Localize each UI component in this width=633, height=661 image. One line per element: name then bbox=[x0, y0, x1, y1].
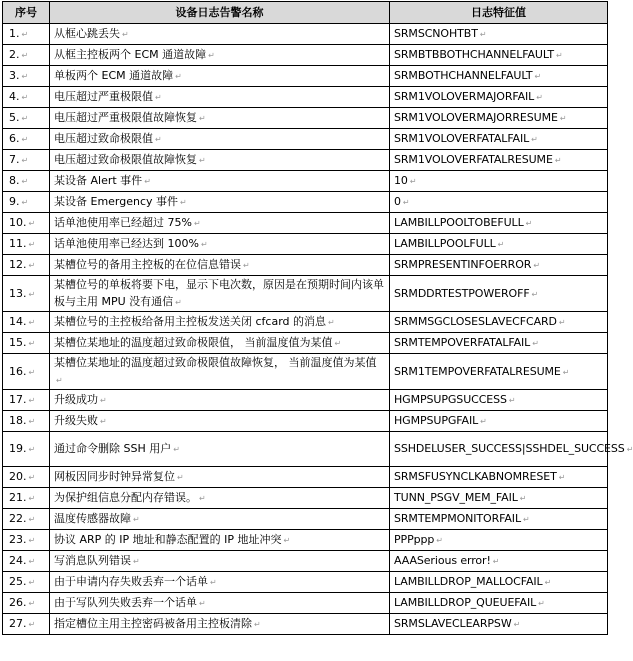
row-seq-text: 13. bbox=[9, 286, 27, 300]
row-seq-text: 9. bbox=[9, 195, 20, 208]
row-code bbox=[390, 333, 608, 354]
paragraph-mark-icon: ↵ bbox=[626, 445, 633, 454]
row-name bbox=[50, 551, 390, 572]
paragraph-mark-icon: ↵ bbox=[21, 93, 29, 102]
paragraph-mark-icon: ↵ bbox=[531, 135, 538, 144]
paragraph-mark-icon: ↵ bbox=[334, 339, 342, 348]
row-code bbox=[390, 87, 608, 108]
row-seq-text: 14. bbox=[9, 315, 27, 328]
row-seq-text: 20. bbox=[9, 470, 27, 483]
row-name bbox=[50, 171, 390, 192]
row-code bbox=[390, 66, 608, 87]
paragraph-mark-icon: ↵ bbox=[522, 515, 530, 524]
row-name-text: 某槽位某地址的温度超过致命极限值故障恢复， 当前温度值为某值 bbox=[54, 356, 377, 369]
row-seq bbox=[3, 129, 50, 150]
row-seq-text: 22. bbox=[9, 512, 27, 525]
paragraph-mark-icon: ↵ bbox=[28, 578, 36, 587]
row-code-text: SRM1VOLOVERFATALRESUME bbox=[394, 153, 553, 166]
paragraph-mark-icon: ↵ bbox=[100, 396, 107, 405]
row-name bbox=[50, 354, 390, 390]
row-seq bbox=[3, 333, 50, 354]
row-seq bbox=[3, 530, 50, 551]
paragraph-mark-icon: ↵ bbox=[21, 135, 29, 144]
row-code-text: HGMPSUPGSUCCESS bbox=[394, 393, 507, 406]
table-row bbox=[3, 87, 608, 108]
table-row bbox=[3, 129, 608, 150]
row-name-text: 话单池使用率已经超过 75% bbox=[54, 216, 192, 229]
row-code bbox=[390, 276, 608, 312]
row-seq-text: 5. bbox=[9, 111, 20, 124]
row-name bbox=[50, 530, 390, 551]
paragraph-mark-icon: ↵ bbox=[122, 30, 129, 39]
row-code-text: LAMBILLPOOLTOBEFULL bbox=[394, 216, 524, 229]
row-seq-text: 21. bbox=[9, 491, 27, 504]
paragraph-mark-icon: ↵ bbox=[155, 135, 162, 144]
row-code bbox=[390, 192, 608, 213]
row-name bbox=[50, 108, 390, 129]
row-code bbox=[390, 24, 608, 45]
paragraph-mark-icon: ↵ bbox=[28, 557, 36, 566]
paragraph-mark-icon: ↵ bbox=[21, 156, 29, 165]
row-seq-text: 1. bbox=[9, 27, 20, 40]
row-code-text: SRM1TEMPOVERFATALRESUME bbox=[394, 364, 561, 378]
row-code-text: LAMBILLDROP_MALLOCFAIL bbox=[394, 575, 543, 588]
paragraph-mark-icon: ↵ bbox=[508, 396, 516, 405]
row-name-text: 升级成功 bbox=[54, 393, 98, 406]
paragraph-mark-icon: ↵ bbox=[559, 114, 567, 123]
table-row bbox=[3, 333, 608, 354]
row-code bbox=[390, 354, 608, 390]
row-seq bbox=[3, 614, 50, 635]
row-code bbox=[390, 150, 608, 171]
row-name-text: 指定槽位主用主控密码被备用主控板清除 bbox=[54, 617, 252, 630]
paragraph-mark-icon: ↵ bbox=[21, 72, 29, 81]
table-row bbox=[3, 509, 608, 530]
row-name-text: 从框主控板两个 ECM 通道故障 bbox=[54, 48, 207, 61]
row-name bbox=[50, 509, 390, 530]
table-row bbox=[3, 66, 608, 87]
table-row bbox=[3, 530, 608, 551]
paragraph-mark-icon: ↵ bbox=[28, 240, 36, 249]
row-code bbox=[390, 45, 608, 66]
row-name bbox=[50, 87, 390, 108]
row-name bbox=[50, 234, 390, 255]
paragraph-mark-icon: ↵ bbox=[409, 177, 417, 186]
row-code-text: LAMBILLDROP_QUEUEFAIL bbox=[394, 596, 537, 609]
row-seq bbox=[3, 572, 50, 593]
row-name bbox=[50, 45, 390, 66]
table-row bbox=[3, 234, 608, 255]
alarm-log-table bbox=[2, 1, 633, 635]
paragraph-mark-icon: ↵ bbox=[328, 318, 335, 327]
paragraph-mark-icon: ↵ bbox=[254, 620, 261, 629]
row-name-text: 写消息队列错误 bbox=[54, 554, 131, 567]
paragraph-mark-icon: ↵ bbox=[283, 536, 291, 545]
table-row bbox=[3, 150, 608, 171]
row-code bbox=[390, 390, 608, 411]
row-name-text: 温度传感器故障 bbox=[54, 512, 131, 525]
row-code-text: SRMSCNOHTBT bbox=[394, 27, 478, 40]
table-row bbox=[3, 488, 608, 509]
row-name-text: 为保护组信息分配内存错误。 bbox=[54, 491, 197, 504]
paragraph-mark-icon: ↵ bbox=[199, 494, 206, 503]
row-seq-text: 2. bbox=[9, 48, 20, 61]
row-seq-text: 7. bbox=[9, 153, 20, 166]
row-code bbox=[390, 234, 608, 255]
row-code bbox=[390, 551, 608, 572]
row-seq-text: 6. bbox=[9, 132, 20, 145]
row-seq bbox=[3, 276, 50, 312]
row-name-text: 话单池使用率已经达到 100% bbox=[54, 237, 199, 250]
paragraph-mark-icon: ↵ bbox=[133, 515, 140, 524]
paragraph-mark-icon: ↵ bbox=[480, 417, 487, 426]
row-seq-text: 18. bbox=[9, 414, 27, 427]
row-seq-text: 27. bbox=[9, 617, 27, 630]
paragraph-mark-icon: ↵ bbox=[28, 494, 36, 503]
table-row bbox=[3, 354, 608, 390]
row-name-text: 通过命令删除 SSH 用户 bbox=[54, 442, 172, 455]
table-row bbox=[3, 390, 608, 411]
table-row bbox=[3, 108, 608, 129]
row-name bbox=[50, 255, 390, 276]
row-name bbox=[50, 276, 390, 312]
row-code bbox=[390, 467, 608, 488]
row-name-text: 某设备 Emergency 事件 bbox=[54, 195, 179, 208]
paragraph-mark-icon: ↵ bbox=[133, 557, 140, 566]
row-code-text: 10 bbox=[394, 174, 408, 187]
paragraph-mark-icon: ↵ bbox=[28, 289, 36, 299]
paragraph-mark-icon: ↵ bbox=[479, 30, 487, 39]
paragraph-mark-icon: ↵ bbox=[534, 72, 542, 81]
row-code-text: SRMTEMPMONITORFAIL bbox=[394, 512, 521, 525]
row-code bbox=[390, 213, 608, 234]
paragraph-mark-icon: ↵ bbox=[175, 298, 182, 307]
row-code bbox=[390, 530, 608, 551]
paragraph-mark-icon: ↵ bbox=[402, 198, 410, 207]
row-name-text: 网板因同步时钟异常复位 bbox=[54, 470, 175, 483]
paragraph-mark-icon: ↵ bbox=[525, 219, 533, 228]
row-seq bbox=[3, 45, 50, 66]
row-seq bbox=[3, 593, 50, 614]
row-name-text: 从框心跳丢失 bbox=[54, 27, 120, 40]
row-seq-text: 4. bbox=[9, 90, 20, 103]
row-name-text: 由于写队列失败丢弃一个话单 bbox=[54, 596, 197, 609]
paragraph-mark-icon: ↵ bbox=[21, 51, 29, 60]
table-row bbox=[3, 432, 608, 467]
row-code-text: AAASerious error! bbox=[394, 554, 491, 567]
paragraph-mark-icon: ↵ bbox=[436, 536, 443, 545]
table-row bbox=[3, 213, 608, 234]
paragraph-mark-icon: ↵ bbox=[21, 198, 29, 207]
row-seq-text: 24. bbox=[9, 554, 27, 567]
paragraph-mark-icon: ↵ bbox=[177, 473, 184, 482]
row-code bbox=[390, 509, 608, 530]
row-seq-text: 17. bbox=[9, 393, 27, 406]
paragraph-mark-icon: ↵ bbox=[28, 473, 36, 482]
row-seq bbox=[3, 108, 50, 129]
row-name bbox=[50, 213, 390, 234]
row-code bbox=[390, 129, 608, 150]
row-name bbox=[50, 411, 390, 432]
row-code-text: SRMTEMPOVERFATALFAIL bbox=[394, 336, 531, 349]
paragraph-mark-icon: ↵ bbox=[562, 367, 570, 377]
paragraph-mark-icon: ↵ bbox=[28, 219, 36, 228]
row-seq-text: 8. bbox=[9, 174, 20, 187]
row-name-text: 协议 ARP 的 IP 地址和静态配置的 IP 地址冲突 bbox=[54, 533, 282, 546]
row-code-text: SRMSFUSYNCLKABNOMRESET bbox=[394, 470, 557, 483]
row-seq-text: 12. bbox=[9, 258, 27, 271]
paragraph-mark-icon: ↵ bbox=[175, 72, 182, 81]
row-seq bbox=[3, 234, 50, 255]
row-seq bbox=[3, 213, 50, 234]
row-seq-text: 25. bbox=[9, 575, 27, 588]
paragraph-mark-icon: ↵ bbox=[28, 261, 36, 270]
paragraph-mark-icon: ↵ bbox=[100, 417, 107, 426]
row-code bbox=[390, 312, 608, 333]
row-seq-text: 26. bbox=[9, 596, 27, 609]
row-seq bbox=[3, 171, 50, 192]
row-seq bbox=[3, 24, 50, 45]
table-row bbox=[3, 411, 608, 432]
paragraph-mark-icon: ↵ bbox=[28, 445, 36, 454]
paragraph-mark-icon: ↵ bbox=[21, 30, 29, 39]
row-code-text: SRMPRESENTINFOERROR bbox=[394, 258, 532, 271]
row-code bbox=[390, 488, 608, 509]
table-row bbox=[3, 255, 608, 276]
row-name-text: 电压超过严重极限值故障恢复 bbox=[54, 111, 197, 124]
row-code-text: SRM1VOLOVERMAJORFAIL bbox=[394, 90, 535, 103]
row-name bbox=[50, 390, 390, 411]
row-code-text: HGMPSUPGFAIL bbox=[394, 414, 479, 427]
paragraph-mark-icon: ↵ bbox=[513, 620, 521, 629]
row-name bbox=[50, 488, 390, 509]
row-code-text: SRMMSGCLOSESLAVECFCARD bbox=[394, 315, 557, 328]
row-code-text: SRMBOTHCHANNELFAULT bbox=[394, 69, 533, 82]
row-seq bbox=[3, 150, 50, 171]
paragraph-mark-icon: ↵ bbox=[56, 376, 63, 385]
table-row bbox=[3, 24, 608, 45]
paragraph-mark-icon: ↵ bbox=[533, 261, 540, 270]
paragraph-mark-icon: ↵ bbox=[497, 240, 505, 249]
table-row bbox=[3, 467, 608, 488]
row-name bbox=[50, 24, 390, 45]
paragraph-mark-icon: ↵ bbox=[28, 318, 36, 327]
row-name-text: 升级失败 bbox=[54, 414, 98, 427]
paragraph-mark-icon: ↵ bbox=[554, 156, 562, 165]
row-seq bbox=[3, 488, 50, 509]
row-name-text: 电压超过严重极限值 bbox=[54, 90, 153, 103]
row-name-text: 某槽位某地址的温度超过致命极限值， 当前温度值为某值 bbox=[54, 336, 333, 349]
paragraph-mark-icon: ↵ bbox=[199, 599, 206, 608]
row-name bbox=[50, 129, 390, 150]
row-name bbox=[50, 572, 390, 593]
paragraph-mark-icon: ↵ bbox=[144, 177, 151, 186]
table-row bbox=[3, 276, 608, 312]
table-row bbox=[3, 572, 608, 593]
row-code bbox=[390, 593, 608, 614]
row-seq-text: 10. bbox=[9, 216, 27, 229]
table-row bbox=[3, 593, 608, 614]
row-code-text: 0 bbox=[394, 195, 401, 208]
row-name bbox=[50, 192, 390, 213]
row-code bbox=[390, 255, 608, 276]
row-code-text: TUNN_PSGV_MEM_FAIL bbox=[394, 491, 518, 504]
row-name bbox=[50, 66, 390, 87]
paragraph-mark-icon: ↵ bbox=[155, 93, 162, 102]
row-code-text: SRM1VOLOVERMAJORRESUME bbox=[394, 111, 558, 124]
paragraph-mark-icon: ↵ bbox=[173, 445, 180, 454]
row-seq bbox=[3, 192, 50, 213]
row-seq bbox=[3, 411, 50, 432]
row-seq-text: 11. bbox=[9, 237, 27, 250]
table-row bbox=[3, 614, 608, 635]
row-name-text: 电压超过致命极限值 bbox=[54, 132, 153, 145]
table-row bbox=[3, 192, 608, 213]
paragraph-mark-icon: ↵ bbox=[555, 51, 563, 60]
row-seq bbox=[3, 87, 50, 108]
table-row bbox=[3, 45, 608, 66]
row-seq bbox=[3, 390, 50, 411]
paragraph-mark-icon: ↵ bbox=[558, 318, 566, 327]
row-code-text: SRMSLAVECLEARPSW bbox=[394, 617, 512, 630]
paragraph-mark-icon: ↵ bbox=[28, 536, 36, 545]
row-name-text: 某槽位号的备用主控板的在位信息错误 bbox=[54, 258, 241, 271]
row-name-text: 某槽位号的单板将要下电，显示下电次数，原因是在预期时间内该单板与主用 MPU 没有通信 bbox=[54, 278, 384, 308]
header-seq: 序号 bbox=[3, 2, 50, 24]
row-code-text: PPPppp bbox=[394, 533, 435, 546]
paragraph-mark-icon: ↵ bbox=[208, 51, 215, 60]
paragraph-mark-icon: ↵ bbox=[199, 156, 206, 165]
paragraph-mark-icon: ↵ bbox=[492, 557, 500, 566]
table-row bbox=[3, 312, 608, 333]
header-name: 设备日志告警名称 bbox=[50, 2, 390, 24]
row-seq-text: 3. bbox=[9, 69, 20, 82]
paragraph-mark-icon: ↵ bbox=[200, 240, 208, 249]
paragraph-mark-icon: ↵ bbox=[21, 177, 29, 186]
table-row bbox=[3, 171, 608, 192]
paragraph-mark-icon: ↵ bbox=[28, 620, 36, 629]
row-seq bbox=[3, 66, 50, 87]
row-name bbox=[50, 467, 390, 488]
paragraph-mark-icon: ↵ bbox=[199, 114, 206, 123]
row-seq-text: 16. bbox=[9, 364, 27, 378]
row-name-text: 某槽位号的主控板给备用主控板发送关闭 cfcard 的消息 bbox=[54, 315, 327, 328]
row-name bbox=[50, 432, 390, 467]
paragraph-mark-icon: ↵ bbox=[532, 339, 539, 348]
row-name-text: 某设备 Alert 事件 bbox=[54, 174, 143, 187]
row-code-text: SRMDDRTESTPOWEROFF bbox=[394, 286, 530, 300]
row-code bbox=[390, 432, 633, 467]
row-seq bbox=[3, 312, 50, 333]
paragraph-mark-icon: ↵ bbox=[243, 261, 250, 270]
row-seq bbox=[3, 551, 50, 572]
paragraph-mark-icon: ↵ bbox=[180, 198, 187, 207]
row-code-text: SRM1VOLOVERFATALFAIL bbox=[394, 132, 530, 145]
row-code-text: LAMBILLPOOLFULL bbox=[394, 237, 496, 250]
paragraph-mark-icon: ↵ bbox=[210, 578, 217, 587]
paragraph-mark-icon: ↵ bbox=[544, 578, 552, 587]
paragraph-mark-icon: ↵ bbox=[21, 114, 29, 123]
row-code bbox=[390, 572, 608, 593]
paragraph-mark-icon: ↵ bbox=[28, 367, 36, 377]
row-name bbox=[50, 333, 390, 354]
paragraph-mark-icon: ↵ bbox=[558, 473, 566, 482]
paragraph-mark-icon: ↵ bbox=[193, 219, 201, 228]
paragraph-mark-icon: ↵ bbox=[538, 599, 545, 608]
row-name-text: 由于申请内存失败丢弃一个话单 bbox=[54, 575, 208, 588]
row-code bbox=[390, 108, 608, 129]
row-name-text: 单板两个 ECM 通道故障 bbox=[54, 69, 174, 82]
table-body bbox=[3, 24, 633, 635]
row-code bbox=[390, 614, 608, 635]
row-seq-text: 23. bbox=[9, 533, 27, 546]
row-code-text: SRMBTBBOTHCHANNELFAULT bbox=[394, 48, 554, 61]
paragraph-mark-icon: ↵ bbox=[28, 396, 36, 405]
row-seq-text: 19. bbox=[9, 442, 27, 455]
row-name bbox=[50, 614, 390, 635]
row-seq-text: 15. bbox=[9, 336, 27, 349]
row-name bbox=[50, 312, 390, 333]
row-seq bbox=[3, 467, 50, 488]
paragraph-mark-icon: ↵ bbox=[28, 339, 36, 348]
row-code-text: SSHDELUSER_SUCCESS|SSHDEL_SUCCESS bbox=[394, 442, 625, 455]
table-header-row bbox=[3, 2, 608, 24]
row-name bbox=[50, 150, 390, 171]
paragraph-mark-icon: ↵ bbox=[28, 515, 36, 524]
row-name-text: 电压超过致命极限值故障恢复 bbox=[54, 153, 197, 166]
paragraph-mark-icon: ↵ bbox=[519, 494, 527, 503]
row-seq bbox=[3, 509, 50, 530]
header-code: 日志特征值 bbox=[390, 2, 608, 24]
paragraph-mark-icon: ↵ bbox=[28, 417, 36, 426]
table-row bbox=[3, 551, 608, 572]
row-seq bbox=[3, 432, 50, 467]
row-name bbox=[50, 593, 390, 614]
paragraph-mark-icon: ↵ bbox=[28, 599, 36, 608]
row-code bbox=[390, 171, 608, 192]
row-seq bbox=[3, 354, 50, 390]
row-code bbox=[390, 411, 608, 432]
paragraph-mark-icon: ↵ bbox=[536, 93, 543, 102]
paragraph-mark-icon: ↵ bbox=[531, 289, 539, 299]
row-seq bbox=[3, 255, 50, 276]
